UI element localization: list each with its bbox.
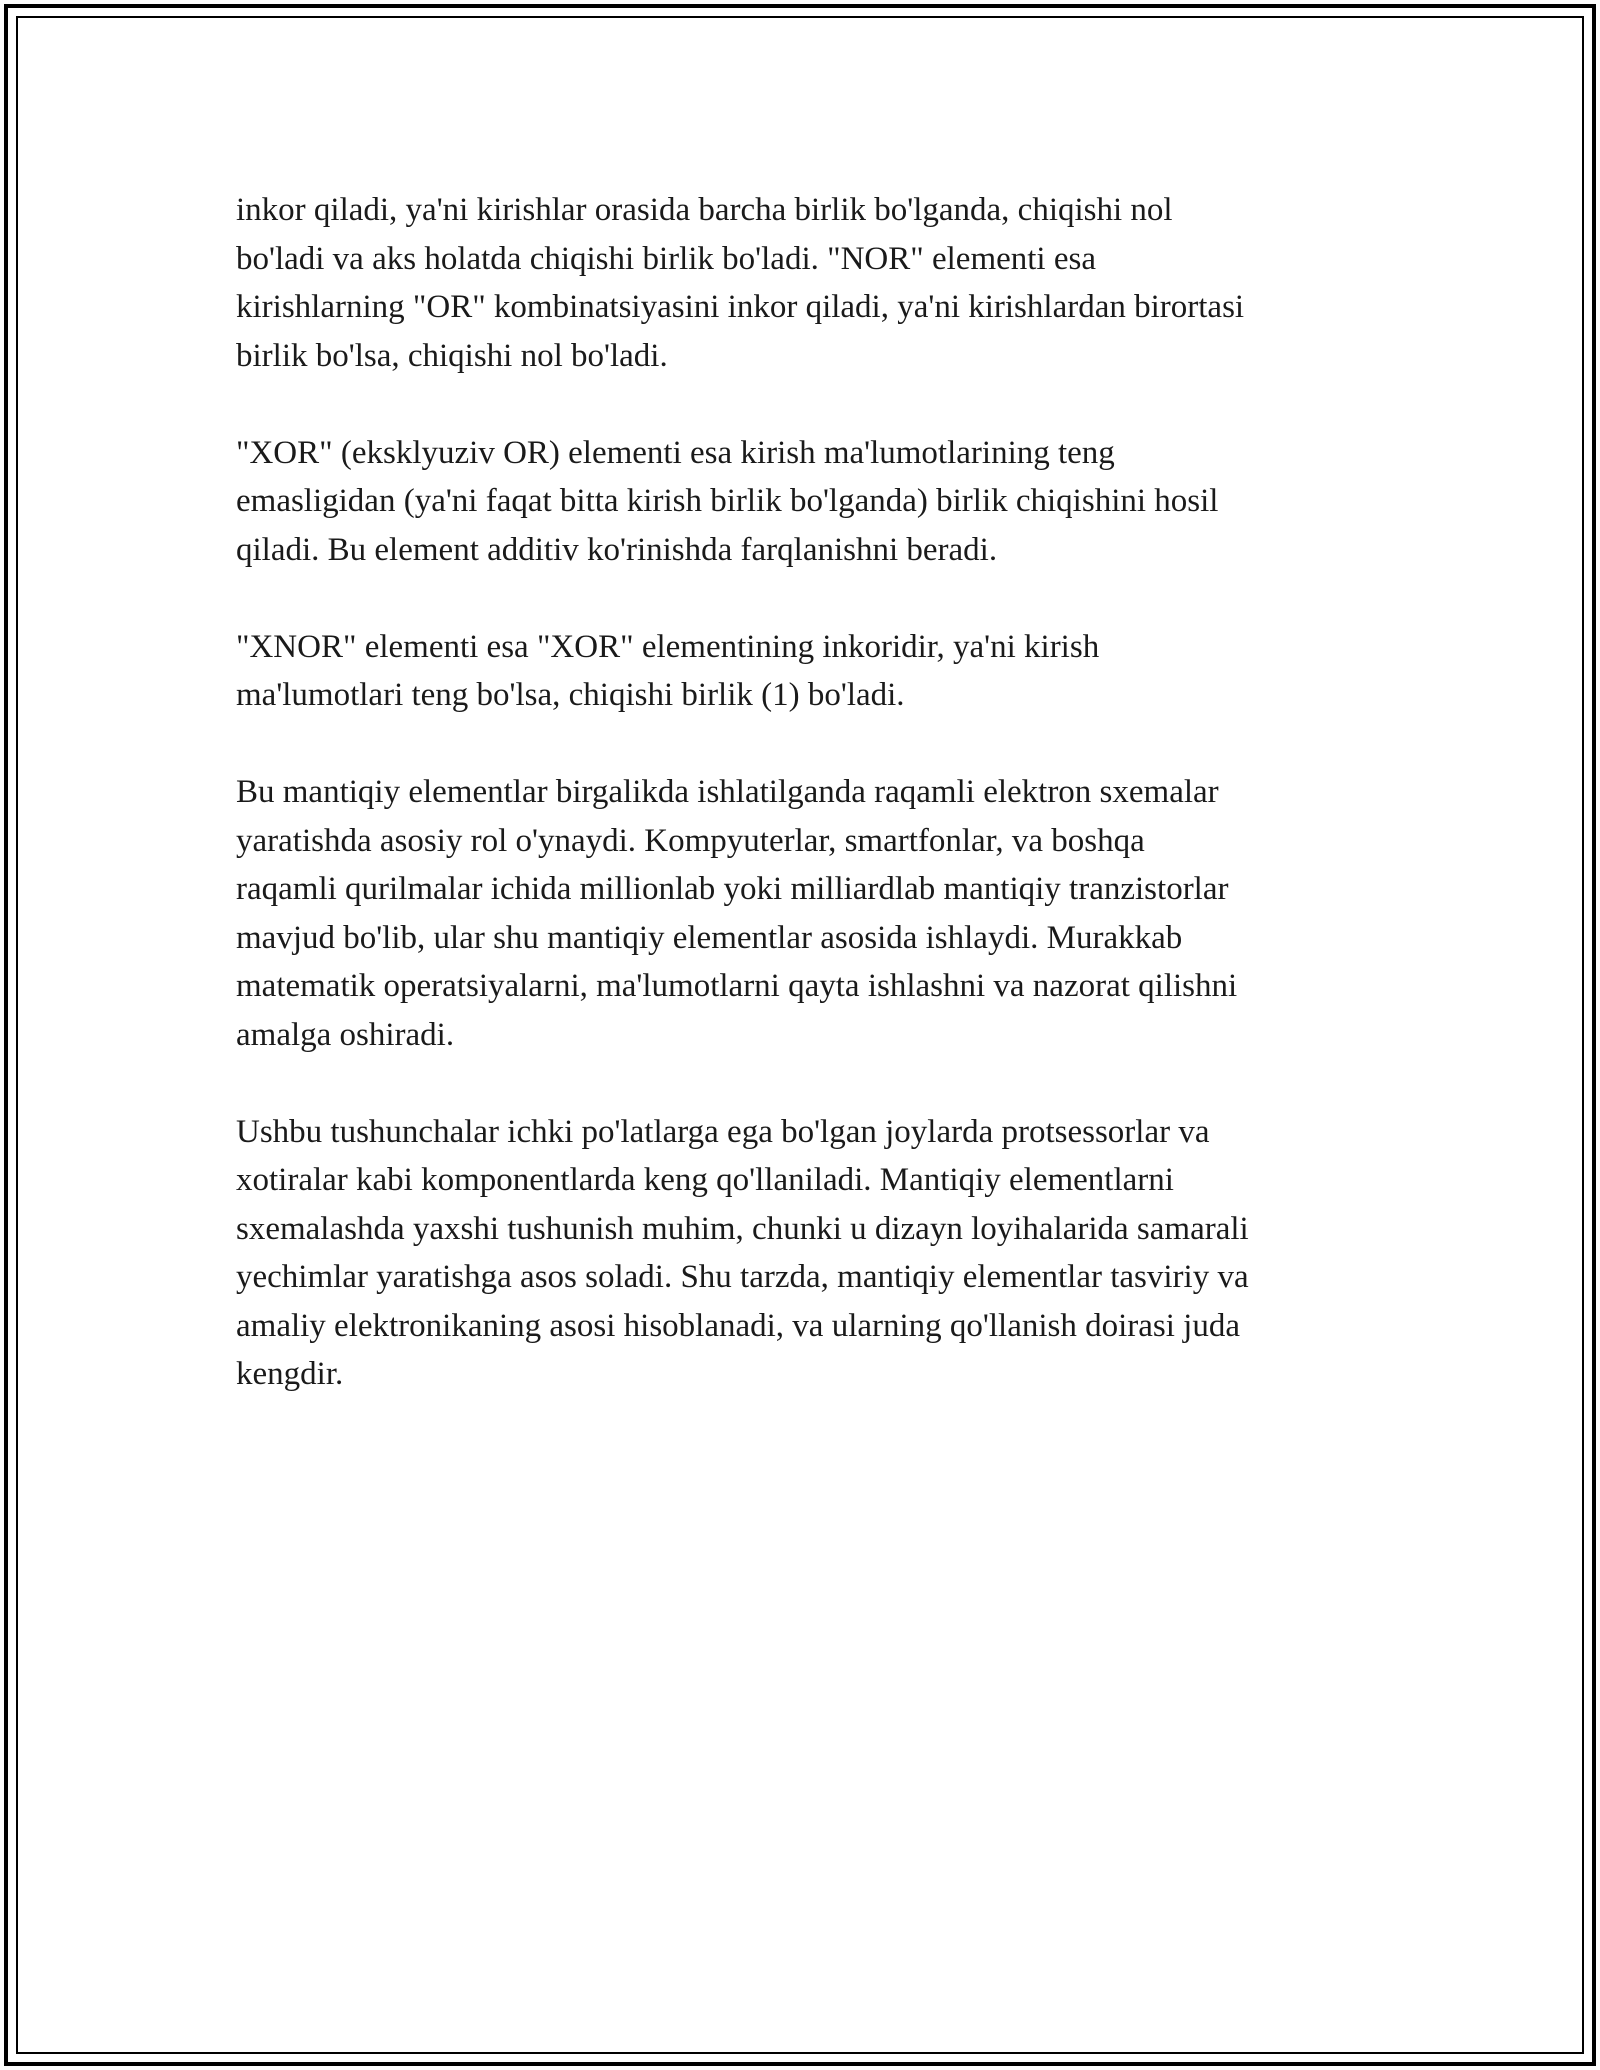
paragraph-applications: Bu mantiqiy elementlar birgalikda ishlatilganda raqamli elektron sxemalar yaratishda asosiy rol o'ynaydi. Kompyuterlar, smartfonlar, va boshqa raqamli qurilmalar ichida millionlab yoki milliardlab mantiqiy tranzistorlar mavjud bo'lib, ular shu mantiqiy elementlar asosida ishlaydi. Murakkab matematik operatsiyalarni, ma'lumotlarni qayta ishlashni va nazorat qilishni amalga oshiradi. [236, 774, 1238, 1053]
paragraph-conclusion: Ushbu tushunchalar ichki po'latlarga ega bo'lgan joylarda protsessorlar va xotiralar kabi komponentlarda keng qo'llaniladi. Mantiqiy elementlarni sxemalashda yaxshi tushunish muhim, chunki u dizayn loyihalarida samarali yechimlar yaratishga asos soladi. Shu tarzda, mantiqiy elementlar tasviriy va amaliy elektronikaning asosi hisoblanadi, va ularning qo'llanish doirasi juda kengdir. [236, 1113, 1249, 1392]
paragraph-nand-nor: inkor qiladi, ya'ni kirishlar orasida barcha birlik bo'lganda, chiqishi nol bo'ladi va aks holatda chiqishi birlik bo'ladi. "NOR" elementi esa kirishlarning "OR" kombinatsiyasini inkor qiladi, ya'ni kirishlardan birortasi birlik bo'lsa, chiqishi nol bo'ladi. [236, 192, 1245, 374]
paragraph-xnor: "XNOR" elementi esa "XOR" elementining inkoridir, ya'ni kirish ma'lumotlari teng bo'lsa, chiqishi birlik (1) bo'ladi. [236, 628, 1100, 713]
document-body [236, 186, 1376, 1447]
paragraph-xor: "XOR" (eksklyuziv OR) elementi esa kirish ma'lumotlarining teng emasligidan (ya'ni faqat bitta kirish birlik bo'lganda) birlik chiqishini hosil qiladi. Bu element additiv ko'rinishda farqlanishni beradi. [236, 434, 1219, 568]
